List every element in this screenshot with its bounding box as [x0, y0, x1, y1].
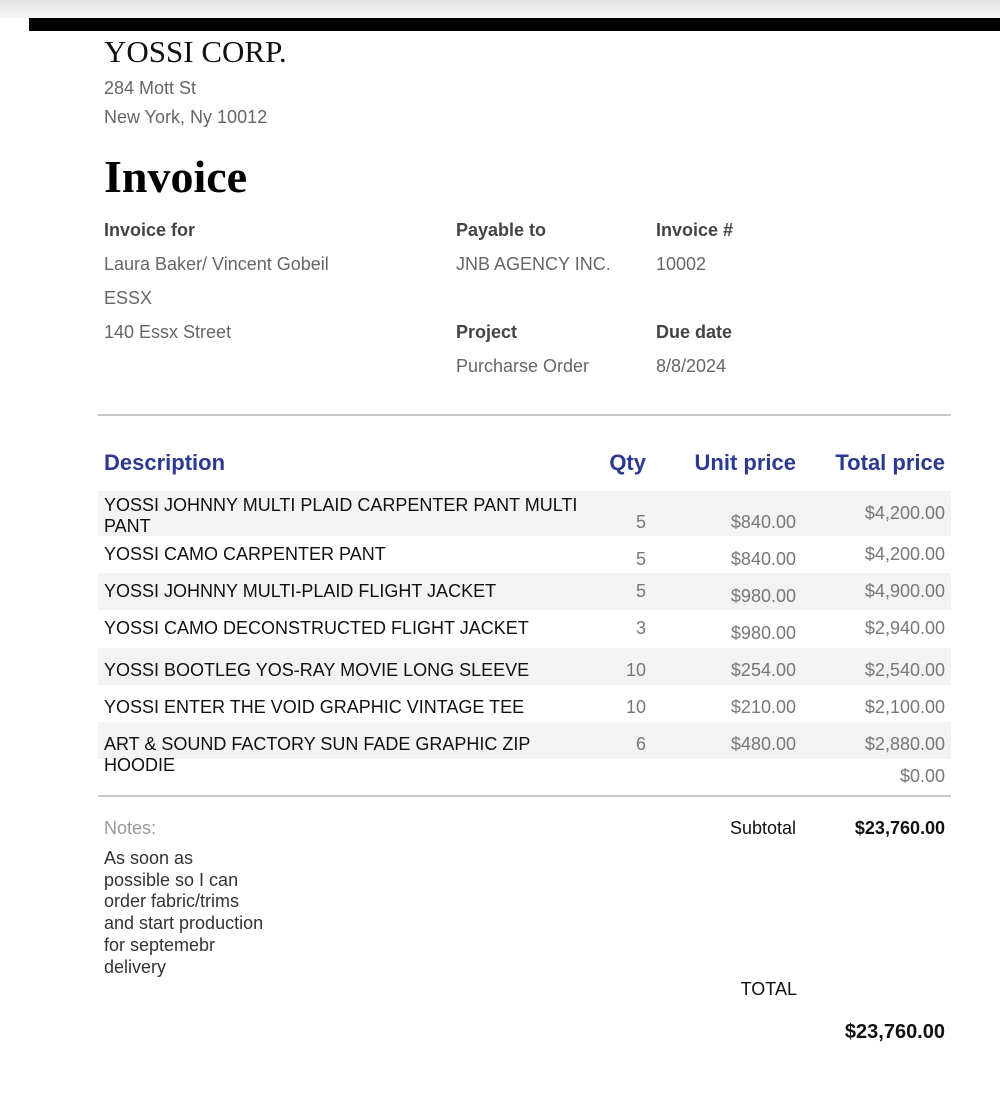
column-header-qty: Qty — [609, 450, 646, 475]
row-qty: 10 — [625, 697, 646, 717]
divider-bottom — [98, 795, 951, 797]
payable-to-value: JNB AGENCY INC. — [456, 254, 611, 274]
row-description: ART & SOUND FACTORY SUN FADE GRAPHIC ZIP HOODIE — [104, 734, 531, 775]
row-total-price: $2,100.00 — [864, 697, 945, 717]
project-label: Project — [456, 322, 518, 342]
project-value: Purcharse Order — [456, 356, 590, 376]
row-total-price: $2,940.00 — [864, 618, 945, 638]
invoice-for-label: Invoice for — [104, 220, 196, 240]
row-description: YOSSI CAMO CARPENTER PANT — [104, 544, 386, 564]
row-unit-price: $840.00 — [730, 549, 796, 569]
payable-to-label: Payable to — [456, 220, 547, 240]
company-address-line2: New York, Ny 10012 — [104, 107, 268, 127]
company-address-line1: 284 Mott St — [104, 78, 197, 98]
table-row — [98, 573, 951, 610]
row-qty: 10 — [625, 660, 646, 680]
due-date-label: Due date — [656, 322, 733, 342]
row-total-price: $4,200.00 — [864, 503, 945, 523]
row-unit-price: $210.00 — [730, 697, 796, 717]
invoice-number-value: 10002 — [656, 254, 707, 274]
row-description: YOSSI ENTER THE VOID GRAPHIC VINTAGE TEE — [104, 697, 525, 717]
company-name: YOSSI CORP. — [104, 34, 287, 69]
row-description: YOSSI JOHNNY MULTI-PLAID FLIGHT JACKET — [104, 581, 497, 601]
row-qty: 5 — [635, 512, 646, 532]
row-unit-price: $480.00 — [730, 734, 796, 754]
table-row — [98, 536, 951, 573]
column-header-total-price: Total price — [835, 450, 945, 475]
table-row — [98, 610, 951, 648]
table-row — [98, 685, 951, 722]
row-description: YOSSI JOHNNY MULTI PLAID CARPENTER PANT MULTI PANT — [104, 495, 578, 536]
total-label: TOTAL — [740, 979, 797, 999]
invoice-number-label: Invoice # — [656, 220, 734, 240]
table-row — [98, 491, 951, 536]
row-qty: 5 — [635, 549, 646, 569]
column-header-unit-price: Unit price — [694, 450, 796, 475]
table-row — [98, 722, 951, 775]
due-date-value: 8/8/2024 — [656, 356, 727, 376]
column-header-description: Description — [104, 450, 226, 475]
row-unit-price: $980.00 — [730, 586, 796, 606]
row-total-price: $2,880.00 — [864, 734, 945, 754]
row-total-price: $0.00 — [899, 766, 945, 786]
top-fade — [0, 0, 1000, 18]
table-row — [98, 759, 951, 795]
row-qty: 3 — [635, 618, 646, 638]
invoice-for-line3: 140 Essx Street — [104, 322, 232, 342]
row-qty: 5 — [635, 581, 646, 601]
subtotal-label: Subtotal — [729, 818, 796, 838]
invoice-for-line2: ESSX — [104, 288, 153, 308]
table-row — [98, 648, 951, 685]
page-title: Invoice — [104, 151, 248, 202]
header-bar — [29, 18, 1000, 31]
invoice-for-line1: Laura Baker/ Vincent Gobeil — [104, 254, 329, 274]
row-qty: 6 — [635, 734, 646, 754]
row-description: YOSSI CAMO DECONSTRUCTED FLIGHT JACKET — [104, 618, 529, 638]
notes-text: As soon as possible so I can order fabric/trims and start production for septemebr delivery — [104, 848, 264, 977]
divider-top — [98, 414, 951, 416]
row-description: YOSSI BOOTLEG YOS-RAY MOVIE LONG SLEEVE — [104, 660, 530, 680]
notes-label: Notes: — [104, 818, 157, 838]
row-total-price: $4,900.00 — [864, 581, 945, 601]
subtotal-value: $23,760.00 — [854, 818, 945, 838]
row-unit-price: $254.00 — [730, 660, 796, 680]
total-value: $23,760.00 — [844, 1021, 945, 1043]
row-total-price: $2,540.00 — [864, 660, 945, 680]
row-total-price: $4,200.00 — [864, 544, 945, 564]
row-unit-price: $980.00 — [730, 623, 796, 643]
row-unit-price: $840.00 — [730, 512, 796, 532]
